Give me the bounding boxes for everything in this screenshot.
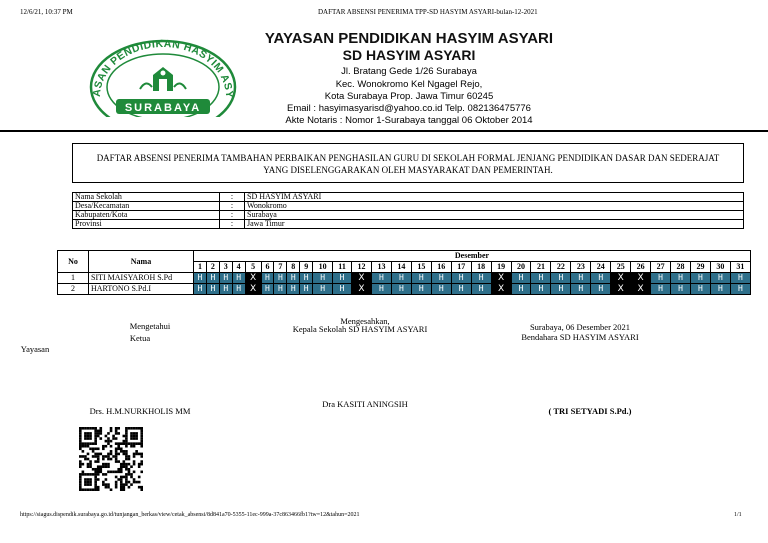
month-header: Desember — [194, 251, 751, 262]
school-name: SD HASYIM ASYARI — [342, 47, 476, 63]
attendance-mark: H — [690, 284, 710, 295]
absence-mark: X — [611, 273, 631, 284]
attendance-mark: H — [651, 273, 671, 284]
qr-code — [79, 427, 143, 491]
attendance-mark: H — [391, 273, 411, 284]
attendance-mark: H — [261, 284, 274, 295]
day-header: 20 — [511, 262, 531, 273]
attendance-mark: H — [730, 273, 750, 284]
absence-mark: X — [245, 273, 261, 284]
day-header: 11 — [333, 262, 352, 273]
day-header: 17 — [451, 262, 471, 273]
attendance-mark: H — [671, 273, 691, 284]
address-line-3: Kota Surabaya Prop. Jawa Timur 60245 — [324, 91, 494, 102]
attendance-mark: H — [710, 273, 730, 284]
attendance-mark: H — [591, 273, 611, 284]
contact-line: Email : hasyimasyarisd@yahoo.co.id Telp. 082136475776 — [287, 103, 531, 114]
info-label: Desa/Kecamatan — [73, 202, 220, 211]
attendance-mark: H — [431, 273, 451, 284]
day-header: 12 — [352, 262, 372, 273]
attendance-mark: H — [313, 284, 333, 295]
attendance-mark: H — [274, 284, 287, 295]
absence-mark: X — [491, 273, 511, 284]
mid-sign-title: Mengesahkan, — [340, 316, 390, 326]
page-number: 1/1 — [734, 512, 742, 518]
left-sign-role: Ketua — [129, 333, 151, 343]
attendance-mark: H — [690, 273, 710, 284]
right-sign-date: Surabaya, 06 Desember 2021 — [529, 322, 631, 332]
day-header: 18 — [471, 262, 491, 273]
mid-sign-role: Kepala Sekolah SD HASYIM ASYARI — [292, 324, 428, 334]
attendance-mark: H — [531, 273, 551, 284]
attendance-mark: H — [232, 273, 245, 284]
info-row — [73, 202, 744, 211]
day-header: 15 — [411, 262, 431, 273]
day-header: 6 — [261, 262, 274, 273]
mid-sign-name: Dra KASITI ANINGSIH — [322, 399, 408, 409]
attendance-mark: H — [194, 284, 207, 295]
attendance-row — [58, 284, 751, 295]
info-separator: : — [220, 193, 245, 202]
info-row — [73, 193, 744, 202]
attendance-mark: H — [219, 284, 232, 295]
right-sign-role: Bendahara SD HASYIM ASYARI — [521, 332, 639, 342]
day-header: 31 — [730, 262, 750, 273]
attendance-mark: H — [300, 273, 313, 284]
attendance-mark: H — [391, 284, 411, 295]
day-header: 7 — [274, 262, 287, 273]
attendance-mark: H — [571, 273, 591, 284]
attendance-mark: H — [431, 284, 451, 295]
absence-mark: X — [611, 284, 631, 295]
info-value: Jawa Timur — [245, 220, 744, 229]
info-separator: : — [220, 211, 245, 220]
svg-text:SURABAYA: SURABAYA — [124, 102, 202, 114]
attendance-mark: H — [591, 284, 611, 295]
info-label: Nama Sekolah — [73, 193, 220, 202]
document-title-line-1: DAFTAR ABSENSI PENERIMA TAMBAHAN PERBAIKAN PENGHASILAN GURU DI SEKOLAH FORMAL JENJANG PENDIDIKAN DASAR DAN SEDERAJAT — [96, 153, 720, 163]
attendance-mark: H — [551, 273, 571, 284]
attendance-mark: H — [551, 284, 571, 295]
info-row — [73, 211, 744, 220]
absence-mark: X — [245, 284, 261, 295]
absence-mark: X — [352, 273, 372, 284]
day-header: 13 — [371, 262, 391, 273]
attendance-mark: H — [206, 273, 219, 284]
attendance-mark: H — [194, 273, 207, 284]
teacher-name: SITI MAISYAROH S.Pd — [89, 273, 194, 284]
info-label: Provinsi — [73, 220, 220, 229]
info-separator: : — [220, 202, 245, 211]
info-row — [73, 220, 744, 229]
attendance-mark: H — [471, 284, 491, 295]
attendance-mark: H — [451, 284, 471, 295]
attendance-mark: H — [287, 273, 300, 284]
address-line-1: Jl. Bratang Gede 1/26 Surabaya — [341, 66, 477, 77]
info-value: Wonokromo — [245, 202, 744, 211]
left-sign-title: Mengetahui — [129, 321, 171, 331]
day-header: 19 — [491, 262, 511, 273]
attendance-row — [58, 273, 751, 284]
day-header: 23 — [571, 262, 591, 273]
absence-mark: X — [631, 284, 651, 295]
right-sign-name: ( TRI SETYADI S.Pd.) — [548, 406, 632, 416]
day-header: 16 — [431, 262, 451, 273]
attendance-mark: H — [730, 284, 750, 295]
attendance-mark: H — [300, 284, 313, 295]
column-header-no: No — [58, 251, 89, 273]
day-header: 5 — [245, 262, 261, 273]
attendance-mark: H — [219, 273, 232, 284]
day-header: 21 — [531, 262, 551, 273]
day-header: 30 — [710, 262, 730, 273]
attendance-mark: H — [371, 284, 391, 295]
org-name: YAYASAN PENDIDIKAN HASYIM ASYARI — [264, 30, 554, 47]
attendance-mark: H — [371, 273, 391, 284]
header-rule — [0, 130, 768, 132]
attendance-mark: H — [261, 273, 274, 284]
attendance-mark: H — [333, 284, 352, 295]
school-logo — [88, 37, 238, 117]
print-title: DAFTAR ABSENSI PENERIMA TPP-SD HASYIM ASYARI-bulan-12-2021 — [318, 8, 538, 16]
day-header: 10 — [313, 262, 333, 273]
left-sign-name: Drs. H.M.NURKHOLIS MM — [89, 406, 191, 416]
attendance-mark: H — [531, 284, 551, 295]
day-header: 1 — [194, 262, 207, 273]
attendance-mark: H — [411, 273, 431, 284]
info-value: Surabaya — [245, 211, 744, 220]
day-header: 28 — [671, 262, 691, 273]
attendance-mark: H — [232, 284, 245, 295]
attendance-table — [57, 250, 751, 295]
page-url: https://siagus.dispendik.surabaya.go.id/tunjangan_berkas/view/cetak_absensi/8d841a70-5355-11ec-999a-37c863466fb1?tw=12&tahun=2021 — [20, 512, 360, 518]
school-info-table — [72, 192, 744, 229]
info-separator: : — [220, 220, 245, 229]
attendance-mark: H — [671, 284, 691, 295]
day-header: 26 — [631, 262, 651, 273]
day-header: 27 — [651, 262, 671, 273]
attendance-mark: H — [651, 284, 671, 295]
day-header: 4 — [232, 262, 245, 273]
day-header: 24 — [591, 262, 611, 273]
day-header: 25 — [611, 262, 631, 273]
attendance-mark: H — [206, 284, 219, 295]
attendance-mark: H — [471, 273, 491, 284]
absence-mark: X — [491, 284, 511, 295]
document-title-box — [72, 143, 744, 183]
absence-mark: X — [631, 273, 651, 284]
day-header: 14 — [391, 262, 411, 273]
attendance-mark: H — [710, 284, 730, 295]
notary-line: Akte Notaris : Nomor 1-Surabaya tanggal 06 Oktober 2014 — [285, 115, 533, 126]
svg-text:YAYASAN PENDIDIKAN HASYIM ASYA: ASAN PENDIDIKAN HASYIM ASY — [90, 37, 236, 98]
address-line-2: Kec. Wonokromo Kel Ngagel Rejo, — [335, 79, 483, 90]
day-header: 22 — [551, 262, 571, 273]
column-header-name: Nama — [89, 251, 194, 273]
row-number: 2 — [58, 284, 89, 295]
print-datetime: 12/6/21, 10:37 PM — [20, 8, 73, 16]
attendance-mark: H — [511, 273, 531, 284]
left-sign-org: Yayasan — [20, 344, 50, 354]
attendance-mark: H — [571, 284, 591, 295]
attendance-mark: H — [411, 284, 431, 295]
row-number: 1 — [58, 273, 89, 284]
teacher-name: HARTONO S.Pd.I — [89, 284, 194, 295]
attendance-mark: H — [313, 273, 333, 284]
day-header: 9 — [300, 262, 313, 273]
day-header: 29 — [690, 262, 710, 273]
day-header: 3 — [219, 262, 232, 273]
info-value: SD HASYIM ASYARI — [245, 193, 744, 202]
document-title-line-2: YANG DISELENGGARAKAN OLEH MASYARAKAT DAN PEMERINTAH. — [263, 165, 553, 175]
attendance-mark: H — [511, 284, 531, 295]
absence-mark: X — [352, 284, 372, 295]
day-header: 2 — [206, 262, 219, 273]
attendance-mark: H — [333, 273, 352, 284]
day-header: 8 — [287, 262, 300, 273]
attendance-mark: H — [287, 284, 300, 295]
attendance-mark: H — [451, 273, 471, 284]
attendance-mark: H — [274, 273, 287, 284]
info-label: Kabupaten/Kota — [73, 211, 220, 220]
